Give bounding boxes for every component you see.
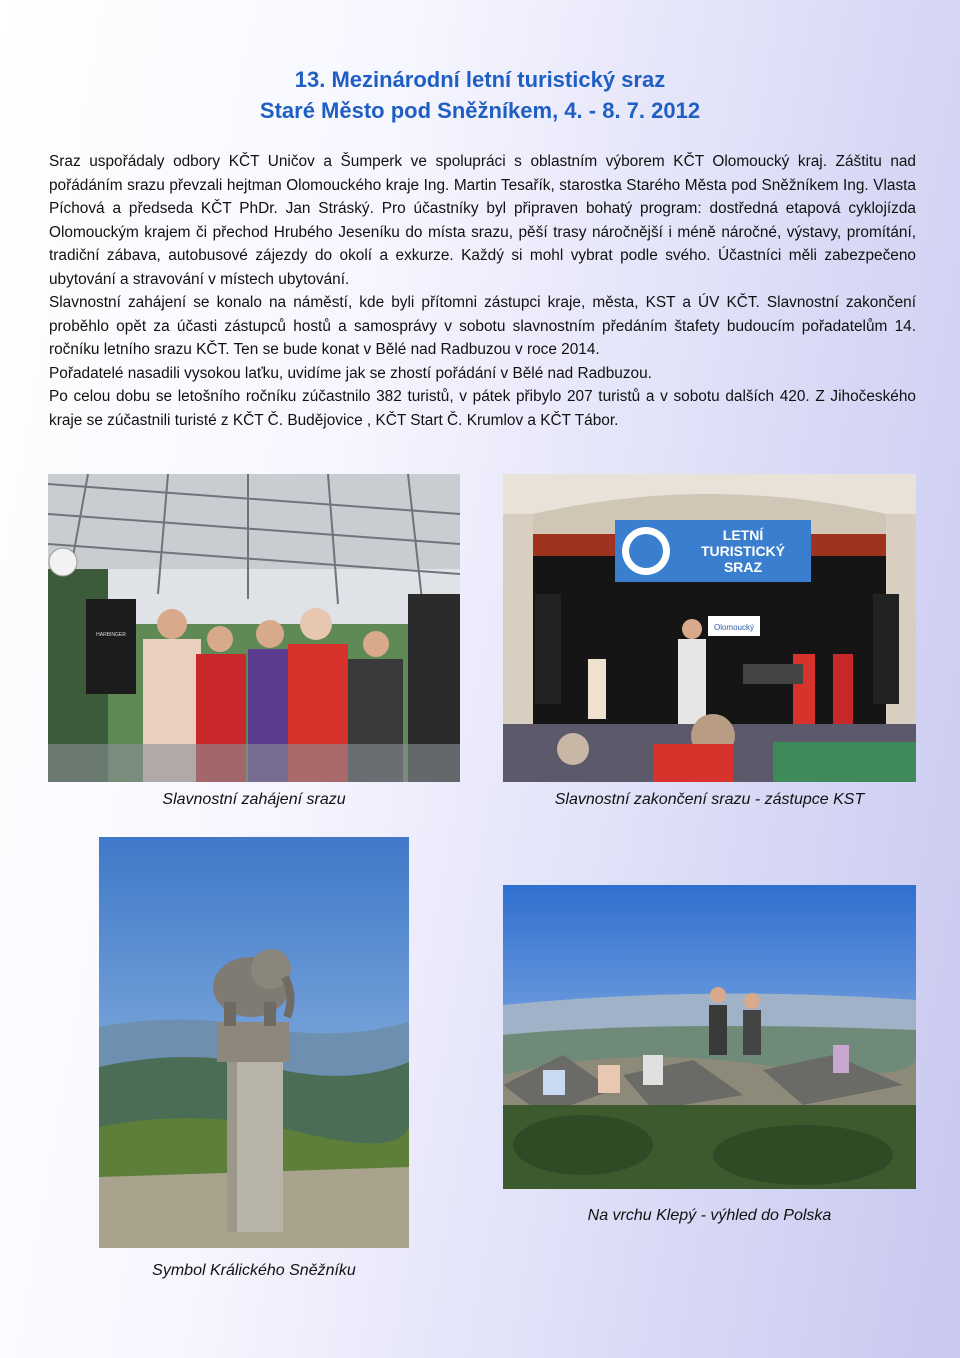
caption-summit: Na vrchu Klepý - výhled do Polska	[587, 1207, 832, 1224]
banner-line-2: TURISTICKÝ	[701, 543, 785, 559]
title-line-2: Staré Město pod Sněžníkem, 4. - 8. 7. 2012	[259, 98, 701, 123]
photo-symbol-statue	[99, 837, 409, 1248]
paragraph-2: Slavnostní zahájení se konalo na náměstí, kde byli přítomni zástupci kraje, města, KST a ÚV KČT. Slavnostní zakončení proběhlo opět za účasti zástupců hostů a samosprávy v sobotu slavnostním předáním štafety budoucím pořadatelům 14. ročníku letního srazu KČT. Ten se bude konat v Bělé nad Radbuzou v roce 2014.	[49, 294, 916, 358]
caption-closing: Slavnostní zakončení srazu - zástupce KST	[554, 791, 865, 808]
banner-line-1: LETNÍ	[722, 527, 764, 543]
sponsor-label: Olomoucký	[713, 623, 755, 632]
title-line-1: 13. Mezinárodní letní turistický sraz	[294, 67, 666, 92]
photo-opening-ceremony	[48, 474, 460, 782]
caption-opening: Slavnostní zahájení srazu	[162, 791, 346, 808]
paragraph-3: Pořadatelé nasadili vysokou laťku, uvidíme jak se zhostí pořádání v Bělé nad Radbuzou.	[49, 364, 652, 382]
speaker-brand: HARBINGER	[96, 632, 126, 638]
paragraph-1: Sraz uspořádaly odbory KČT Uničov a Šumperk ve spolupráci s oblastním výborem KČT Olomoucký kraj. Záštitu nad pořádáním srazu převzali hejtman Olomouckého kraje Ing. Martin Tesařík, starostka Starého Města pod Sněžníkem Ing. Vlasta Píchová a předseda KČT PhDr. Jan Stráský. Pro účastníky byl připraven bohatý program: dostředná etapová cyklojízda Olomouckým krajem či přechod Hrubého Jeseníku do místa srazu, pěší trasy náročnější i méně náročné, výstavy, promítání, tradiční zábava, autobusové zájezdy do okolí a exkurze. Každý si mohl vybrat podle svého. Účastníci měli zabezpečeno ubytování a stravování v místech ubytování.	[49, 153, 916, 288]
page-title	[0, 64, 960, 126]
article-body	[49, 150, 916, 432]
photo-closing-ceremony	[503, 474, 916, 782]
paragraph-4: Po celou dobu se letošního ročníku zúčastnilo 382 turistů, v pátek přibylo 207 turistů a v sobotu dalších 420. Z Jihočeského kraje se zúčastnili turisté z KČT Č. Budějovice , KČT Start Č. Krumlov a KČT Tábor.	[49, 388, 916, 429]
photo-summit-view	[503, 885, 916, 1189]
banner-line-3: SRAZ	[723, 559, 763, 575]
caption-symbol: Symbol Králického Sněžníku	[152, 1262, 356, 1279]
